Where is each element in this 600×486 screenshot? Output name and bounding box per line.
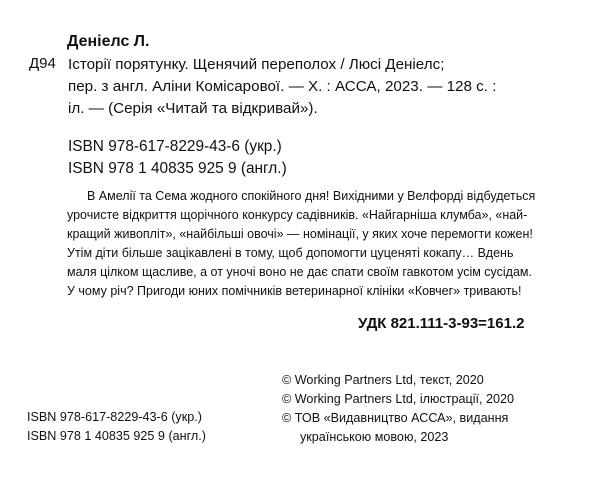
isbn-block-bottom [27, 408, 206, 446]
isbn-ukr: ISBN 978-617-8229-43-6 (укр.) [68, 138, 282, 155]
isbn-ukr: ISBN 978-617-8229-43-6 (укр.) [27, 410, 202, 424]
copyright-line: українською мовою, 2023 [300, 430, 449, 444]
udk-code: УДК 821.111-3-93=161.2 [358, 315, 525, 332]
description-line: Історії порятунку. Щенячий переполох / Люсі Деніелс; [68, 56, 445, 73]
author-name: Деніелс Л. [67, 33, 150, 50]
isbn-block-top [68, 136, 287, 180]
annotation-line: маля цілком щасливе, а от уночі воно не дає спати своїм гавкотом усім сусідам. [67, 265, 532, 279]
annotation-line: кращий живопліт», «найбільші овочі» — номінації, у яких хоче перемогти кожен! [67, 227, 533, 241]
copyright-block [282, 371, 514, 447]
copyright-line: © Working Partners Ltd, текст, 2020 [282, 373, 484, 387]
annotation-line: У чому річ? Пригоди юних помічників ветеринарної клініки «Ковчег» тривають! [67, 284, 522, 298]
isbn-eng: ISBN 978 1 40835 925 9 (англ.) [68, 160, 287, 177]
classification-code: Д94 [29, 55, 56, 72]
annotation [67, 187, 572, 301]
copyright-line: © ТОВ «Видавництво АССА», видання [282, 411, 509, 425]
annotation-line: Утім діти більше зацікавлені в тому, щоб допомогти цуценяті кокапу… Вдень [67, 246, 514, 260]
copyright-line: © Working Partners Ltd, ілюстрації, 2020 [282, 392, 515, 406]
isbn-eng: ISBN 978 1 40835 925 9 (англ.) [27, 429, 206, 443]
description-line: пер. з англ. Аліни Комісарової. — Х. : АССА, 2023. — 128 с. : [68, 78, 497, 95]
bibliographic-description [68, 54, 593, 120]
annotation-line: В Амелії та Сема жодного спокійного дня! Вихідними у Велфорді відбудеться [87, 189, 536, 203]
annotation-line: урочисте відкриття щорічного конкурсу садівників. «Найгарніша клумба», «най- [67, 208, 528, 222]
description-line: іл. — (Серія «Читай та відкривай»). [68, 100, 318, 117]
